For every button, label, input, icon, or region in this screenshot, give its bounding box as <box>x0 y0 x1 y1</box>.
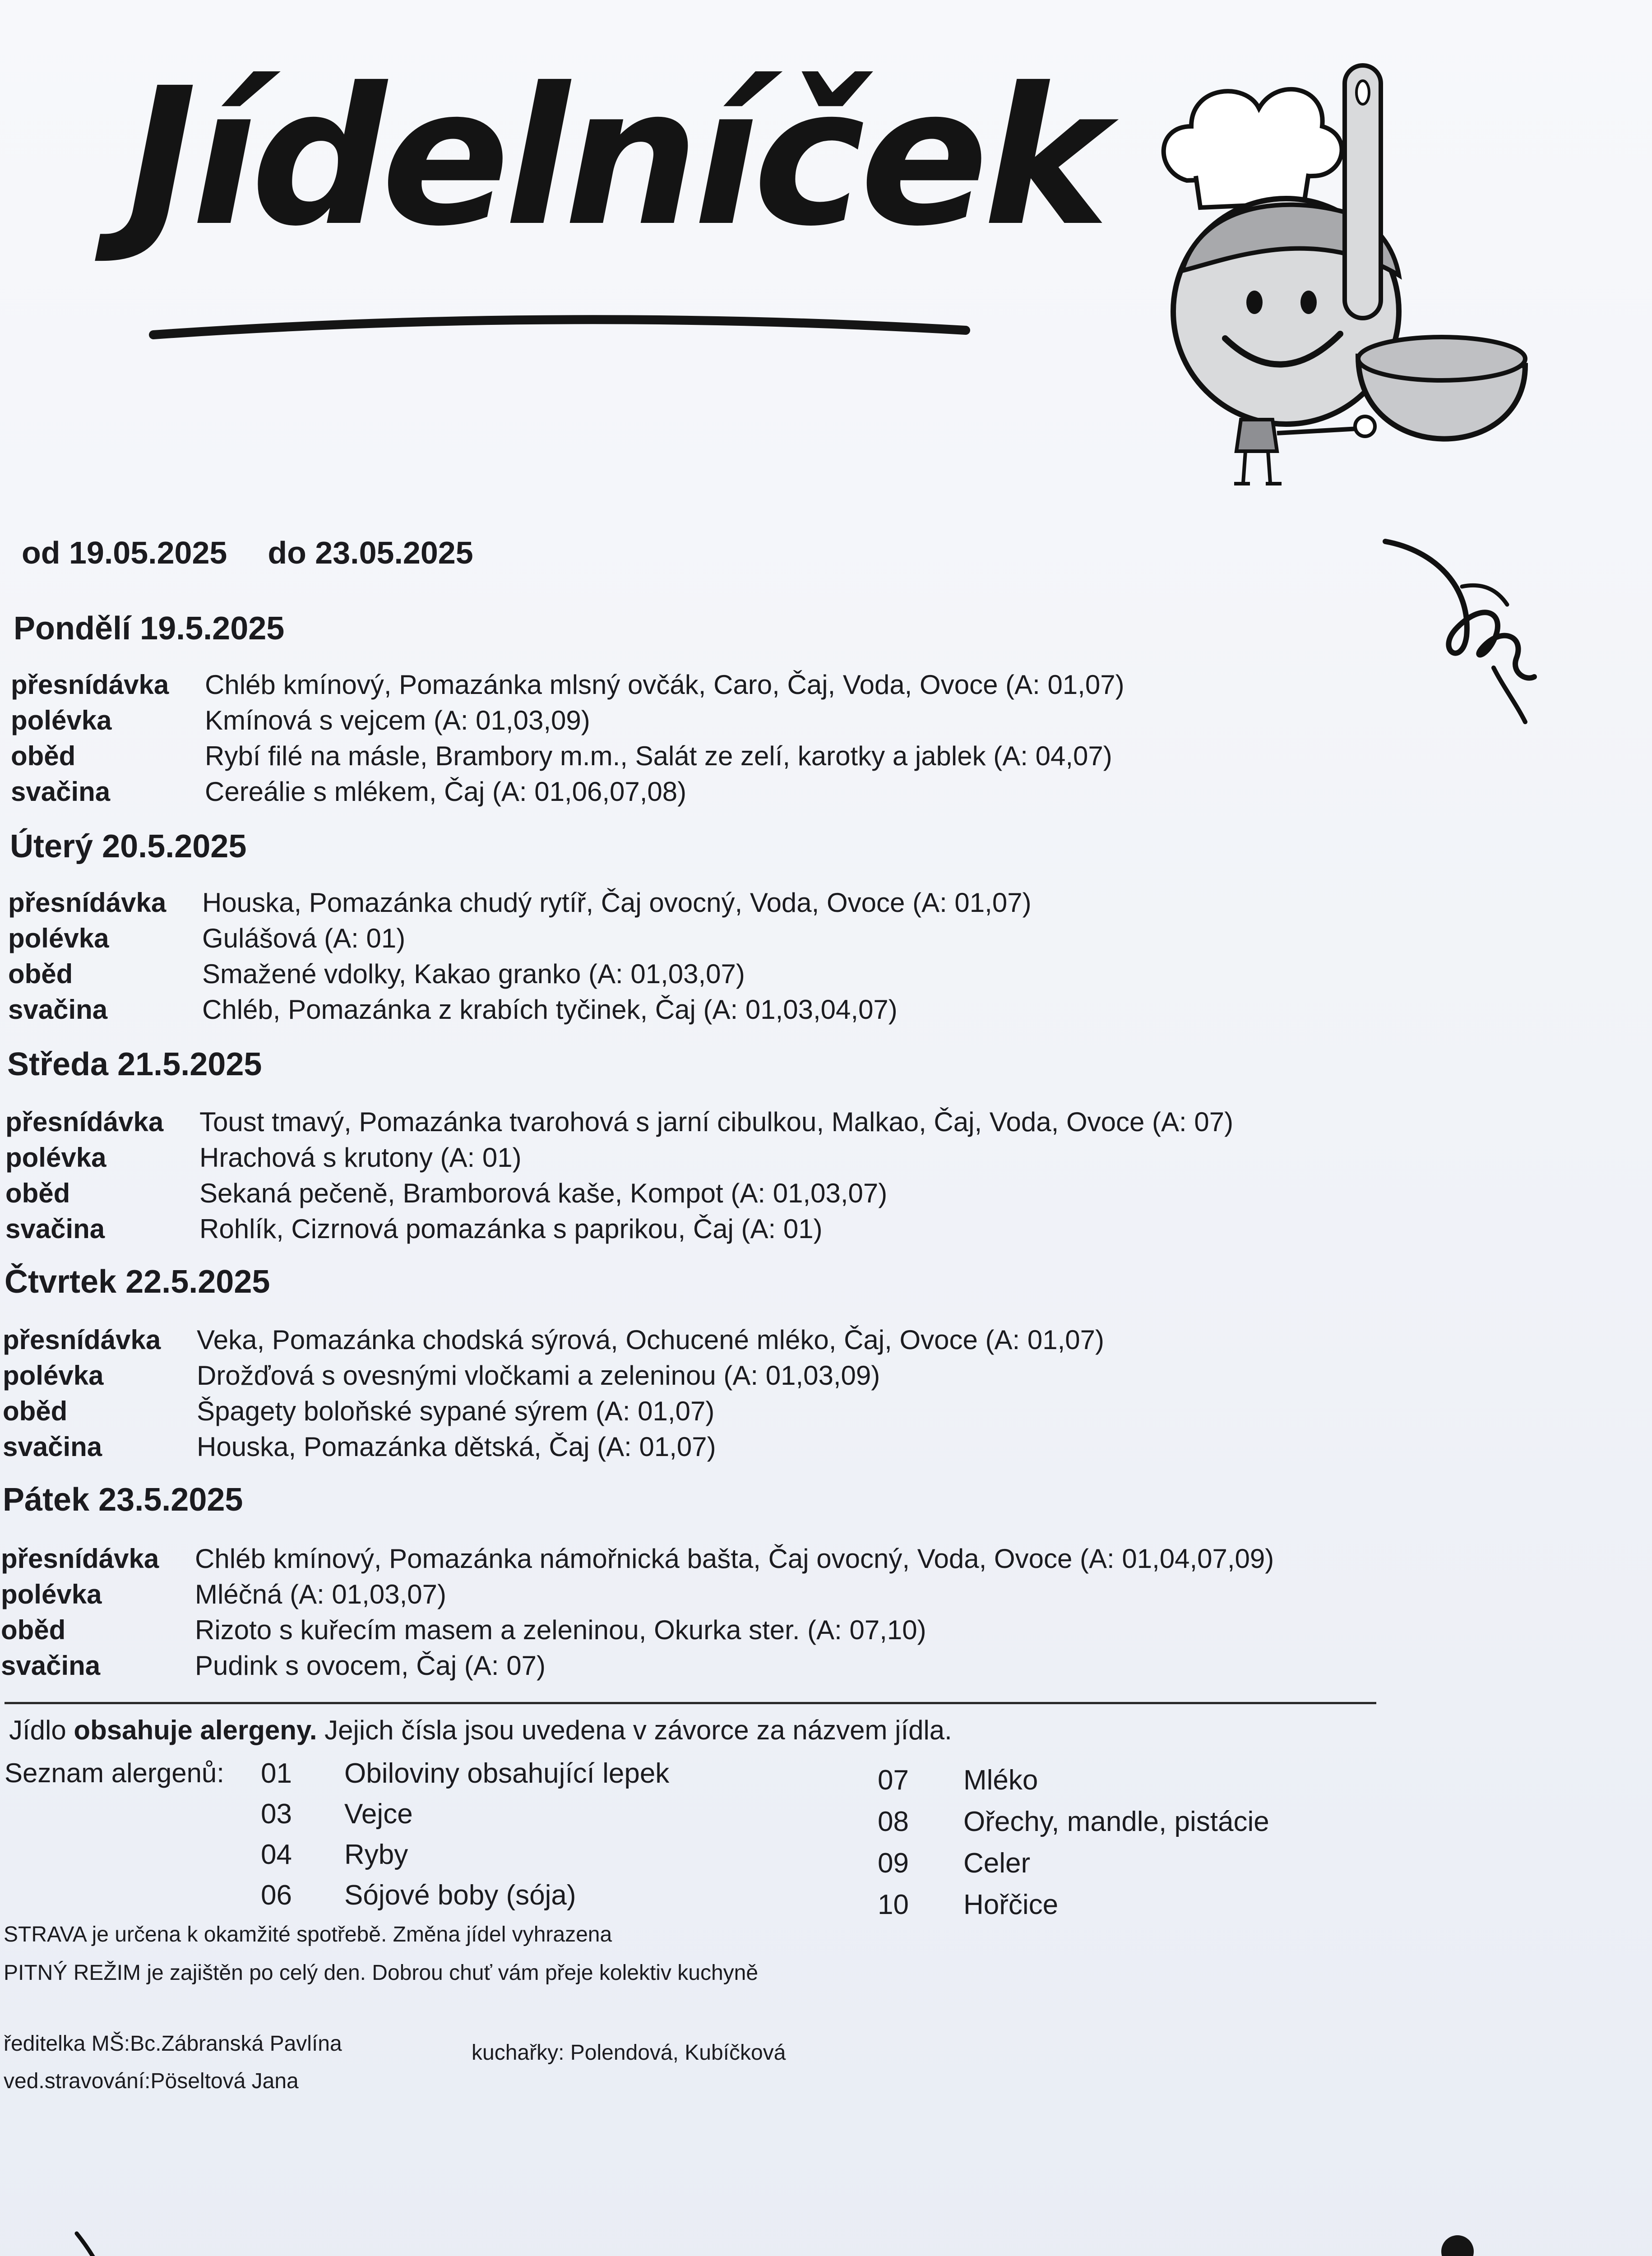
date-to: do 23.05.2025 <box>268 535 473 570</box>
allergen-name: Mléko <box>963 1765 1038 1796</box>
date-from: od 19.05.2025 <box>22 535 227 570</box>
allergen-item <box>261 1798 413 1830</box>
page-title: Jídelníček <box>126 47 1104 268</box>
allergen-item <box>878 1806 1269 1838</box>
meal-row <box>3 1396 714 1427</box>
meal-row <box>5 1106 1233 1137</box>
meal-text: Rohlík, Cizrnová pomazánka s paprikou, Čaj (A: 01) <box>199 1214 823 1244</box>
meal-text: Pudink s ovocem, Čaj (A: 07) <box>195 1650 546 1681</box>
flourish-icon <box>1381 532 1552 731</box>
meal-text: Rizoto s kuřecím masem a zeleninou, Okurka ster. (A: 07,10) <box>195 1615 926 1645</box>
meal-text: Toust tmavý, Pomazánka tvarohová s jarní cibulkou, Malkao, Čaj, Voda, Ovoce (A: 07) <box>199 1107 1234 1137</box>
meal-label: přesnídávka <box>5 1107 164 1137</box>
staff-director: ředitelka MŠ:Bc.Zábranská Pavlína <box>4 2032 342 2056</box>
day-heading: Středa 21.5.2025 <box>7 1046 262 1082</box>
meal-row <box>1 1614 926 1646</box>
section-divider <box>5 1702 1376 1704</box>
allergen-name: Hořčice <box>963 1889 1059 1920</box>
allergen-number: 07 <box>878 1765 909 1796</box>
staff-cooks: kuchařky: Polendová, Kubíčková <box>472 2041 786 2065</box>
meal-label: polévka <box>11 705 112 735</box>
meal-text: Chléb kmínový, Pomazánka mlsný ovčák, Caro, Čaj, Voda, Ovoce (A: 01,07) <box>205 670 1124 700</box>
signature-icon <box>68 2229 275 2256</box>
allergen-name: Ořechy, mandle, pistácie <box>963 1806 1269 1837</box>
note-line: STRAVA je určena k okamžité spotřebě. Změna jídel vyhrazena <box>4 1923 612 1946</box>
meal-label: svačina <box>5 1214 105 1244</box>
meal-label: svačina <box>3 1432 102 1462</box>
meal-row <box>1 1543 1274 1574</box>
meal-row <box>5 1178 887 1209</box>
staff-catering: ved.stravování:Pöseltová Jana <box>4 2069 299 2093</box>
meal-label: oběd <box>8 959 73 989</box>
meal-label: svačina <box>11 777 111 807</box>
day-heading: Pondělí 19.5.2025 <box>14 610 285 647</box>
allergen-item <box>878 1889 1058 1921</box>
meal-text: Gulášová (A: 01) <box>202 923 406 953</box>
allergen-number: 03 <box>261 1798 292 1830</box>
allergen-note-text: Jejich čísla jsou uvedena v závorce za názvem jídla. <box>317 1715 952 1745</box>
meal-label: polévka <box>1 1579 102 1609</box>
allergen-name: Obiloviny obsahující lepek <box>344 1758 670 1789</box>
meal-row <box>8 958 745 989</box>
meal-text: Smažené vdolky, Kakao granko (A: 01,03,07) <box>202 959 745 989</box>
meal-label: oběd <box>11 741 76 771</box>
allergen-item <box>261 1839 408 1871</box>
meal-row <box>3 1360 880 1391</box>
allergen-name: Vejce <box>344 1798 413 1830</box>
day-heading: Pátek 23.5.2025 <box>3 1482 243 1518</box>
allergen-number: 09 <box>878 1848 909 1879</box>
title-underline <box>149 311 970 343</box>
meal-row <box>1 1650 546 1681</box>
allergen-number: 10 <box>878 1889 909 1920</box>
date-range <box>22 535 514 571</box>
meal-row <box>3 1324 1104 1355</box>
allergen-item <box>878 1764 1038 1796</box>
note-line: PITNÝ REŽIM je zajištěn po celý den. Dobrou chuť vám přeje kolektiv kuchyně <box>4 1961 759 1985</box>
allergen-note-text: Jídlo <box>9 1715 74 1745</box>
meal-row <box>8 923 405 954</box>
allergen-item <box>878 1847 1030 1879</box>
meal-label: oběd <box>5 1178 70 1208</box>
meal-text: Špagety boloňské sypané sýrem (A: 01,07) <box>197 1396 715 1426</box>
meal-text: Mléčná (A: 01,03,07) <box>195 1579 446 1609</box>
allergen-note <box>9 1715 952 1746</box>
meal-text: Chléb, Pomazánka z krabích tyčinek, Čaj (A: 01,03,04,07) <box>202 994 898 1025</box>
meal-row <box>5 1142 522 1173</box>
meal-text: Kmínová s vejcem (A: 01,03,09) <box>205 705 590 735</box>
meal-text: Chléb kmínový, Pomazánka námořnická bašta, Čaj ovocný, Voda, Ovoce (A: 01,04,07,09) <box>195 1544 1274 1574</box>
allergen-number: 01 <box>261 1758 292 1789</box>
day-heading: Čtvrtek 22.5.2025 <box>5 1264 270 1300</box>
meal-row <box>5 1213 823 1244</box>
meal-label: polévka <box>8 923 109 953</box>
meal-text: Houska, Pomazánka dětská, Čaj (A: 01,07) <box>197 1432 716 1462</box>
meal-text: Drožďová s ovesnými vločkami a zeleninou (A: 01,03,09) <box>197 1360 880 1391</box>
meal-text: Hrachová s krutony (A: 01) <box>199 1142 522 1173</box>
meal-text: Cereálie s mlékem, Čaj (A: 01,06,07,08) <box>205 777 687 807</box>
meal-label: přesnídávka <box>1 1544 159 1574</box>
meal-row <box>11 705 590 736</box>
allergen-item <box>261 1879 576 1911</box>
meal-row <box>11 776 686 807</box>
allergen-name: Sójové boby (sója) <box>344 1880 576 1911</box>
meal-label: oběd <box>3 1396 68 1426</box>
allergen-name: Celer <box>963 1848 1031 1879</box>
meal-label: přesnídávka <box>11 670 169 700</box>
meal-row <box>1 1579 446 1610</box>
meal-row <box>8 887 1032 918</box>
meal-label: polévka <box>5 1142 106 1173</box>
allergen-number: 08 <box>878 1806 909 1837</box>
meal-row <box>11 740 1112 772</box>
meal-label: přesnídávka <box>3 1325 161 1355</box>
meal-label: přesnídávka <box>8 888 167 918</box>
allergen-item <box>261 1757 669 1789</box>
meal-label: svačina <box>1 1650 101 1681</box>
meal-label: svačina <box>8 994 108 1025</box>
meal-row <box>11 669 1124 700</box>
chef-illustration-icon <box>1142 59 1539 492</box>
vis-logo-icon <box>1318 2233 1561 2256</box>
meal-text: Rybí filé na másle, Brambory m.m., Salát ze zelí, karotky a jablek (A: 04,07) <box>205 741 1112 771</box>
meal-row <box>3 1431 716 1462</box>
meal-text: Houska, Pomazánka chudý rytíř, Čaj ovocný, Voda, Ovoce (A: 01,07) <box>202 888 1032 918</box>
allergen-legend-label: Seznam alergenů: <box>5 1758 224 1788</box>
meal-text: Sekaná pečeně, Bramborová kaše, Kompot (A: 01,03,07) <box>199 1178 888 1208</box>
meal-label: oběd <box>1 1615 66 1645</box>
meal-label: polévka <box>3 1360 104 1391</box>
meal-row <box>8 994 898 1025</box>
day-heading: Úterý 20.5.2025 <box>10 828 247 864</box>
allergen-note-emphasis: obsahuje alergeny. <box>74 1715 317 1745</box>
allergen-name: Ryby <box>344 1839 408 1870</box>
meal-text: Veka, Pomazánka chodská sýrová, Ochucené mléko, Čaj, Ovoce (A: 01,07) <box>197 1325 1104 1355</box>
allergen-number: 04 <box>261 1839 292 1870</box>
allergen-number: 06 <box>261 1880 292 1911</box>
